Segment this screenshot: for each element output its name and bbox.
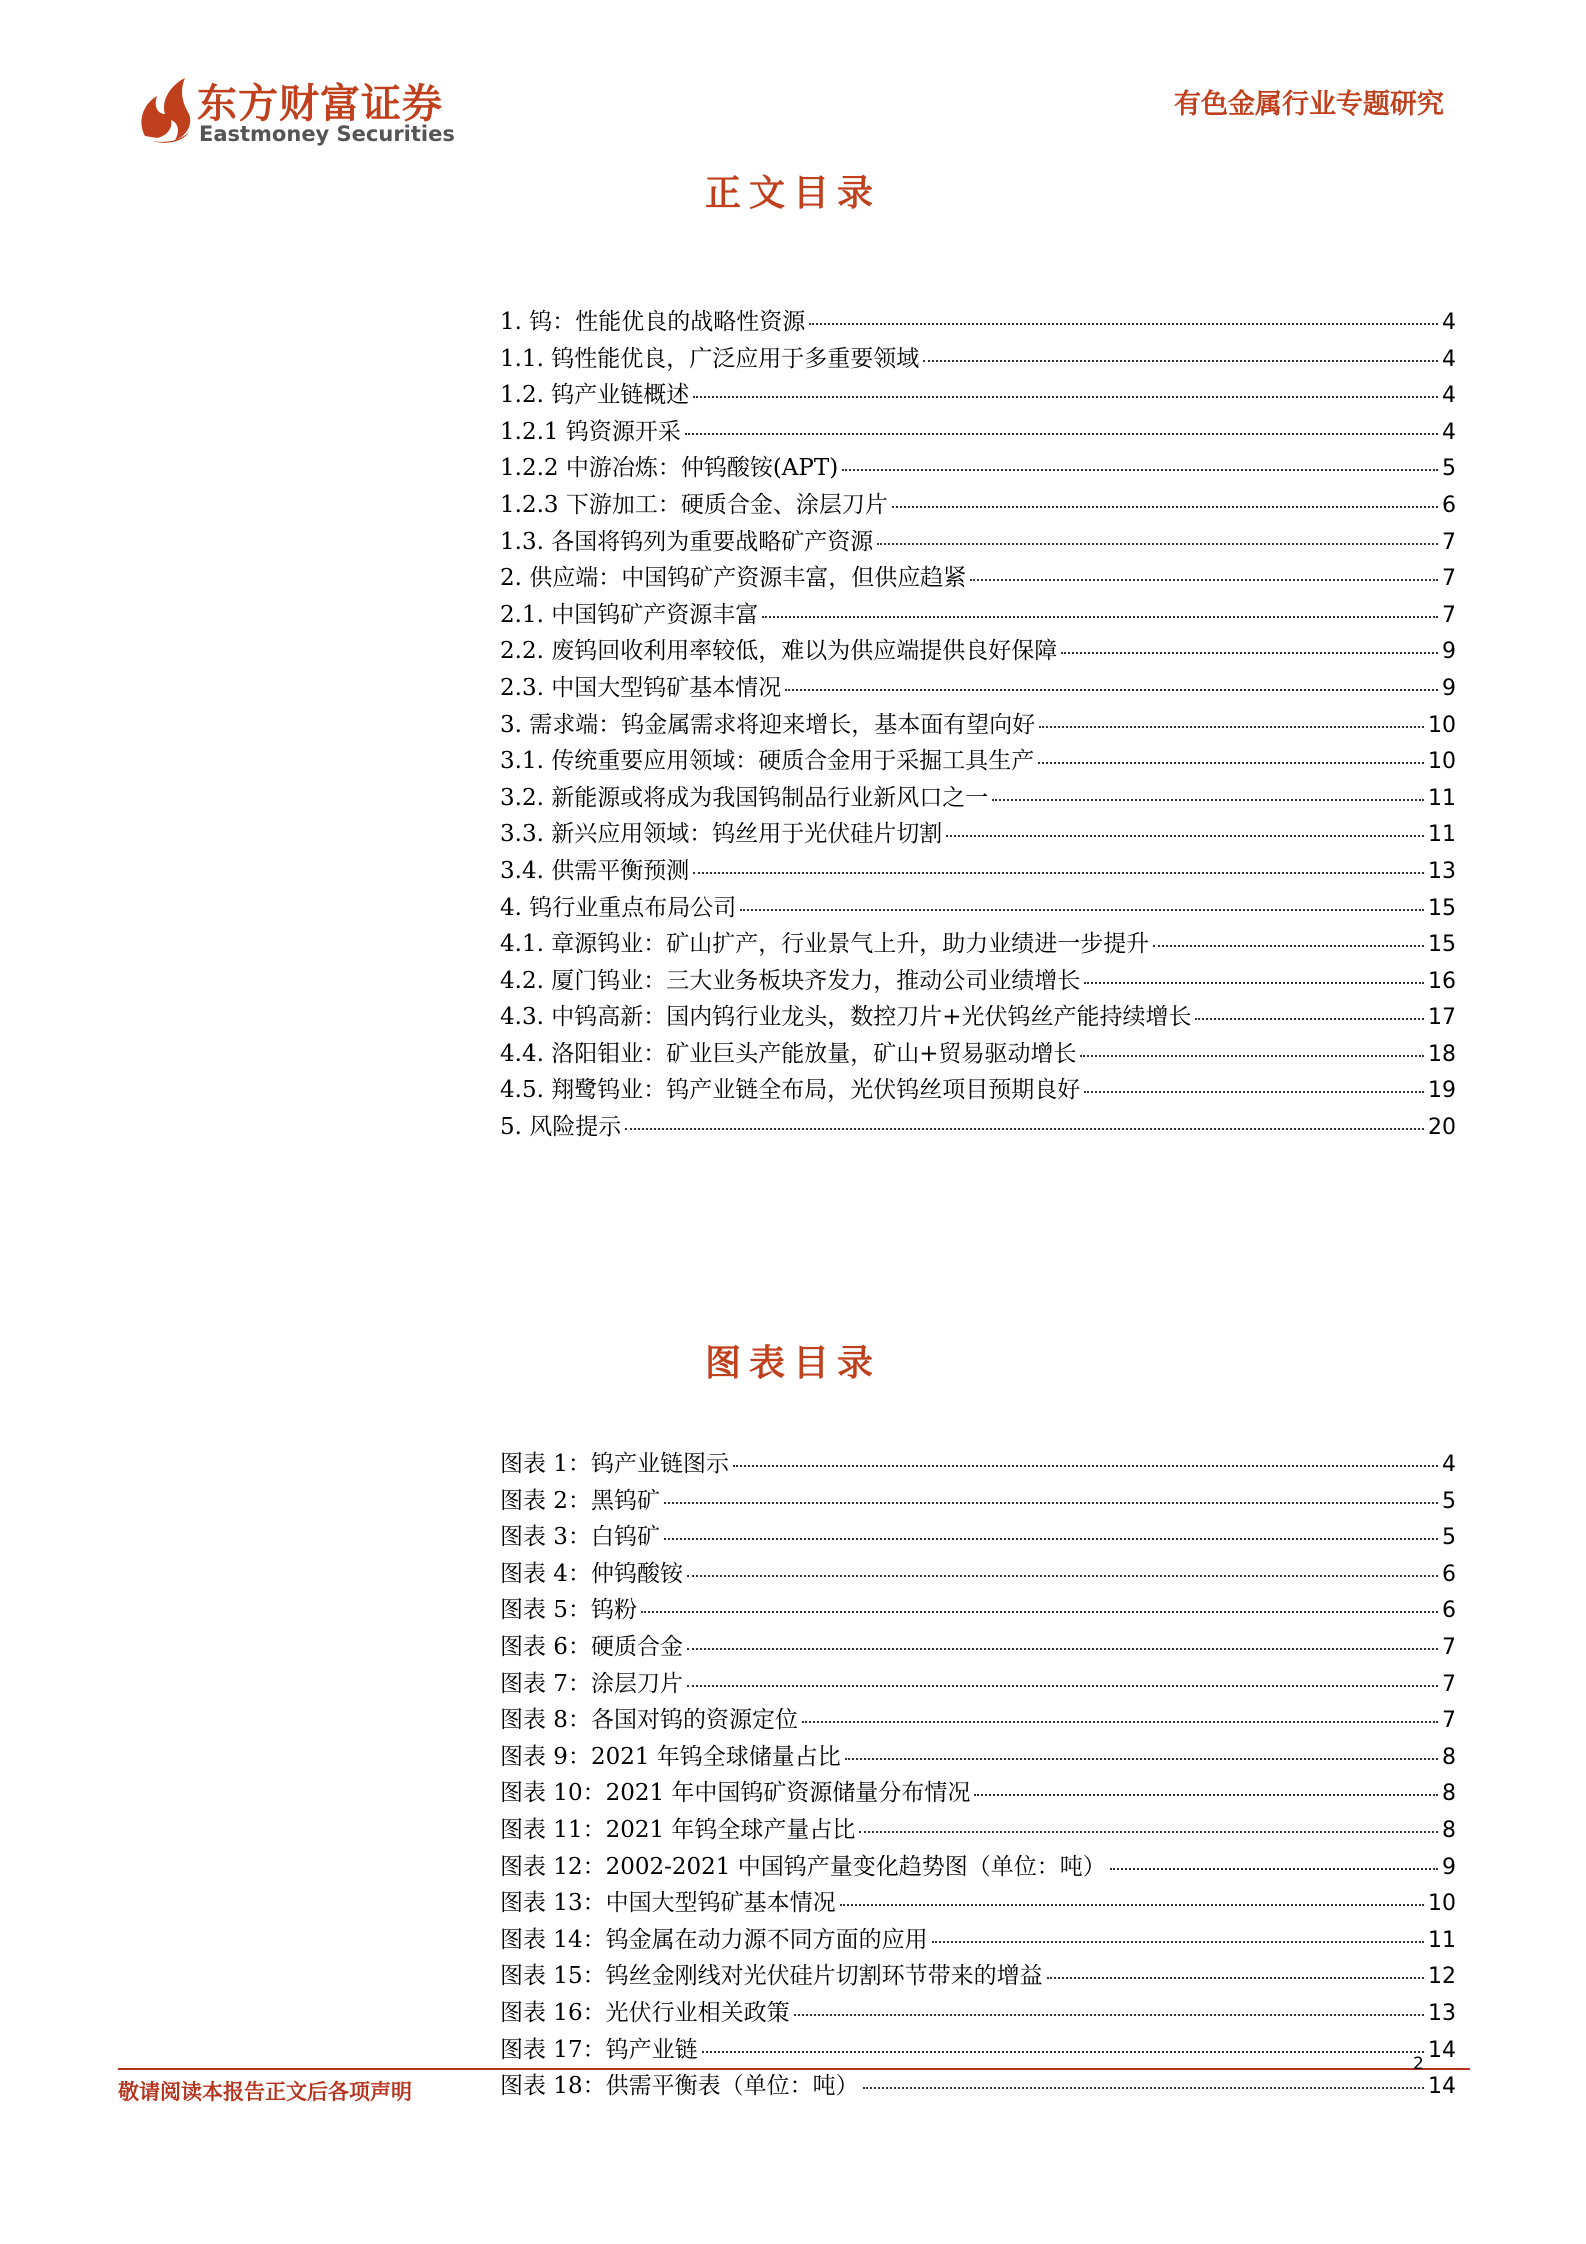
toc-entry-page: 14 [1428, 2037, 1456, 2063]
toc-entry-title: 4.4. 洛阳钼业：矿业巨头产能放量，矿山+贸易驱动增长 [500, 1040, 1077, 1067]
toc-entry-page: 7 [1442, 602, 1456, 628]
toc-entry-title: 图表 18：供需平衡表（单位：吨） [500, 2073, 859, 2100]
toc-entry[interactable] [500, 340, 1456, 377]
dot-leader [859, 1831, 1438, 1833]
toc-entry-title: 1. 钨：性能优良的战略性资源 [500, 309, 806, 335]
toc-entry[interactable] [500, 962, 1456, 999]
toc-entry-title: 5. 风险提示 [500, 1114, 622, 1141]
dot-leader [1195, 1018, 1424, 1020]
page-number: 2 [1413, 2054, 1424, 2074]
figure-toc-entry[interactable] [500, 1921, 1456, 1958]
dot-leader [762, 616, 1438, 618]
toc-entry-title: 4. 钨行业重点布局公司 [500, 894, 737, 921]
toc-entry-title: 1.2. 钨产业链概述 [500, 382, 690, 409]
toc-entry-title: 3.1. 传统重要应用领域：硬质合金用于采掘工具生产 [500, 748, 1035, 775]
logo-chinese-name: 东方财富证券 [197, 81, 443, 127]
main-toc-title: 正文目录 [704, 172, 881, 214]
figure-toc-list [500, 1445, 1456, 2104]
toc-entry-page: 6 [1442, 492, 1456, 518]
figure-toc-entry[interactable] [500, 1738, 1456, 1775]
toc-entry-title: 2.2. 废钨回收利用率较低，难以为供应端提供良好保障 [500, 638, 1058, 665]
toc-entry-title: 图表 1：钨产业链图示 [500, 1451, 729, 1477]
toc-entry-page: 4 [1442, 310, 1456, 335]
toc-entry[interactable] [500, 815, 1456, 852]
figure-toc-entry[interactable] [500, 2067, 1456, 2104]
toc-entry-title: 图表 14：钨金属在动力源不同方面的应用 [500, 1926, 928, 1953]
footer-divider [118, 2068, 1470, 2070]
figure-toc-entry[interactable] [500, 1848, 1456, 1885]
toc-entry-page: 7 [1442, 566, 1456, 592]
dot-leader [974, 1794, 1438, 1796]
toc-entry-page: 9 [1442, 1854, 1456, 1880]
toc-entry-title: 图表 5：钨粉 [500, 1597, 637, 1624]
toc-entry-page: 15 [1428, 895, 1456, 921]
dot-leader [809, 323, 1438, 325]
dot-leader [1110, 1868, 1438, 1870]
toc-entry-title: 图表 6：硬质合金 [500, 1633, 683, 1660]
toc-entry-title: 图表 9：2021 年钨全球储量占比 [500, 1743, 841, 1770]
toc-entry-page: 10 [1428, 749, 1456, 775]
toc-entry-page: 8 [1442, 1781, 1456, 1807]
toc-entry-page: 7 [1442, 529, 1456, 555]
toc-entry-page: 20 [1428, 1115, 1456, 1141]
toc-entry-title: 3.3. 新兴应用领域：钨丝用于光伏硅片切割 [500, 821, 943, 848]
figure-toc-entry[interactable] [500, 1701, 1456, 1738]
dot-leader [702, 2051, 1424, 2053]
figure-toc-entry[interactable] [500, 1518, 1456, 1555]
dot-leader [946, 835, 1424, 837]
toc-entry[interactable] [500, 486, 1456, 523]
toc-entry-page: 13 [1428, 2000, 1456, 2026]
toc-entry[interactable] [500, 559, 1456, 596]
toc-entry-page: 7 [1442, 1708, 1456, 1734]
toc-entry-title: 2. 供应端：中国钨矿产资源丰富，但供应趋紧 [500, 565, 967, 592]
toc-entry[interactable] [500, 742, 1456, 779]
toc-entry-page: 18 [1428, 1041, 1456, 1067]
dot-leader [641, 1611, 1438, 1613]
toc-entry[interactable] [500, 1035, 1456, 1072]
figure-toc-entry[interactable] [500, 1811, 1456, 1848]
logo-flame-icon [135, 74, 195, 144]
toc-entry-page: 4 [1442, 1452, 1456, 1477]
toc-entry-page: 6 [1442, 1561, 1456, 1587]
figure-toc-entry[interactable] [500, 1591, 1456, 1628]
toc-entry-title: 图表 2：黑钨矿 [500, 1487, 660, 1514]
toc-entry[interactable] [500, 852, 1456, 889]
figure-toc-entry[interactable] [500, 1628, 1456, 1665]
toc-entry-page: 17 [1428, 1005, 1456, 1031]
toc-entry-page: 9 [1442, 639, 1456, 665]
toc-entry-page: 19 [1428, 1078, 1456, 1104]
dot-leader [693, 396, 1438, 398]
toc-entry-title: 3.2. 新能源或将成为我国钨制品行业新风口之一 [500, 784, 989, 811]
dot-leader [842, 469, 1438, 471]
footer-disclaimer: 敬请阅读本报告正文后各项声明 [118, 2080, 412, 2104]
toc-entry-title: 4.3. 中钨高新：国内钨行业龙头，数控刀片+光伏钨丝产能持续增长 [500, 1004, 1192, 1031]
toc-entry[interactable] [500, 449, 1456, 486]
figure-toc-entry[interactable] [500, 1957, 1456, 1994]
toc-entry-title: 3. 需求端：钨金属需求将迎来增长，基本面有望向好 [500, 711, 1036, 738]
toc-entry-title: 图表 11：2021 年钨全球产量占比 [500, 1816, 856, 1843]
toc-entry-title: 4.1. 章源钨业：矿山扩产，行业景气上升，助力业绩进一步提升 [500, 931, 1150, 958]
toc-entry-title: 1.1. 钨性能优良，广泛应用于多重要领域 [500, 345, 920, 372]
dot-leader [687, 1648, 1438, 1650]
toc-entry-page: 5 [1442, 1488, 1456, 1514]
toc-entry-page: 12 [1428, 1964, 1456, 1990]
toc-entry-title: 4.2. 厦门钨业：三大业务板块齐发力，推动公司业绩增长 [500, 967, 1081, 994]
toc-entry-title: 1.2.2 中游冶炼：仲钨酸铵(APT) [500, 455, 839, 482]
figure-toc-entry[interactable] [500, 1884, 1456, 1921]
toc-entry[interactable] [500, 413, 1456, 450]
dot-leader [785, 689, 1438, 691]
toc-entry[interactable] [500, 998, 1456, 1035]
toc-entry-title: 图表 13：中国大型钨矿基本情况 [500, 1890, 836, 1917]
dot-leader [923, 360, 1438, 362]
toc-entry-title: 图表 17：钨产业链 [500, 2036, 698, 2063]
toc-entry-title: 图表 16：光伏行业相关政策 [500, 1999, 790, 2026]
dot-leader [932, 1941, 1424, 1943]
dot-leader [992, 799, 1424, 801]
toc-entry-page: 7 [1442, 1671, 1456, 1697]
figure-toc-entry[interactable] [500, 2031, 1456, 2068]
dot-leader [970, 579, 1438, 581]
dot-leader [794, 2014, 1424, 2016]
toc-entry-title: 图表 10：2021 年中国钨矿资源储量分布情况 [500, 1780, 971, 1807]
toc-entry-page: 7 [1442, 1634, 1456, 1660]
toc-entry-page: 10 [1428, 712, 1456, 738]
dot-leader [802, 1721, 1438, 1723]
dot-leader [1153, 945, 1424, 947]
toc-entry[interactable] [500, 706, 1456, 743]
toc-entry-title: 1.2.3 下游加工：硬质合金、涂层刀片 [500, 491, 888, 518]
toc-entry-page: 14 [1428, 2074, 1456, 2100]
toc-entry-page: 16 [1428, 968, 1456, 994]
figure-toc-entry[interactable] [500, 1774, 1456, 1811]
figure-toc-entry[interactable] [500, 1482, 1456, 1519]
dot-leader [693, 872, 1424, 874]
toc-entry-title: 1.2.1 钨资源开采 [500, 418, 681, 445]
toc-entry[interactable] [500, 632, 1456, 669]
figure-toc-entry[interactable] [500, 1555, 1456, 1592]
report-category: 有色金属行业专题研究 [1174, 89, 1444, 120]
dot-leader [1084, 1091, 1424, 1093]
dot-leader [1038, 762, 1424, 764]
toc-entry[interactable] [500, 596, 1456, 633]
toc-entry[interactable] [500, 1108, 1456, 1145]
toc-entry[interactable] [500, 303, 1456, 340]
figure-toc-entry[interactable] [500, 1445, 1456, 1482]
toc-entry-page: 8 [1442, 1817, 1456, 1843]
toc-entry-title: 4.5. 翔鹭钨业：钨产业链全布局，光伏钨丝项目预期良好 [500, 1077, 1081, 1104]
toc-entry-title: 图表 8：各国对钨的资源定位 [500, 1707, 798, 1734]
toc-entry-page: 8 [1442, 1744, 1456, 1770]
dot-leader [1061, 652, 1438, 654]
toc-entry-page: 4 [1442, 419, 1456, 445]
dot-leader [685, 433, 1438, 435]
toc-entry-title: 3.4. 供需平衡预测 [500, 857, 690, 884]
dot-leader [892, 506, 1438, 508]
toc-entry-page: 11 [1428, 822, 1456, 848]
toc-entry-page: 15 [1428, 932, 1456, 958]
toc-entry-title: 图表 7：涂层刀片 [500, 1670, 683, 1697]
toc-entry[interactable] [500, 669, 1456, 706]
dot-leader [687, 1575, 1438, 1577]
page-header [0, 0, 1586, 160]
toc-entry-page: 5 [1442, 456, 1456, 482]
dot-leader [740, 909, 1424, 911]
toc-entry-title: 2.3. 中国大型钨矿基本情况 [500, 674, 782, 701]
dot-leader [863, 2087, 1424, 2089]
dot-leader [664, 1502, 1438, 1504]
figure-toc-entry[interactable] [500, 1665, 1456, 1702]
dot-leader [1039, 726, 1424, 728]
dot-leader [1084, 982, 1424, 984]
toc-entry-page: 6 [1442, 1598, 1456, 1624]
dot-leader [840, 1904, 1424, 1906]
toc-entry[interactable] [500, 925, 1456, 962]
toc-entry-page: 10 [1428, 1891, 1456, 1917]
toc-entry-page: 11 [1428, 785, 1456, 811]
toc-entry-title: 图表 3：白钨矿 [500, 1524, 660, 1551]
toc-entry-title: 图表 4：仲钨酸铵 [500, 1560, 683, 1587]
toc-entry-page: 4 [1442, 383, 1456, 409]
dot-leader [625, 1128, 1424, 1130]
dot-leader [687, 1685, 1438, 1687]
toc-entry-title: 图表 15：钨丝金刚线对光伏硅片切割环节带来的增益 [500, 1963, 1043, 1990]
toc-entry-page: 5 [1442, 1525, 1456, 1551]
toc-entry[interactable] [500, 376, 1456, 413]
main-toc-list [500, 303, 1456, 1145]
toc-entry-page: 4 [1442, 346, 1456, 372]
toc-entry[interactable] [500, 889, 1456, 926]
company-logo [135, 72, 465, 154]
dot-leader [877, 543, 1438, 545]
dot-leader [733, 1465, 1438, 1467]
toc-entry-page: 11 [1428, 1927, 1456, 1953]
toc-entry-page: 13 [1428, 858, 1456, 884]
toc-entry-title: 2.1. 中国钨矿产资源丰富 [500, 601, 759, 628]
toc-entry-title: 1.3. 各国将钨列为重要战略矿产资源 [500, 528, 874, 555]
toc-entry[interactable] [500, 779, 1456, 816]
toc-entry[interactable] [500, 1071, 1456, 1108]
dot-leader [845, 1758, 1438, 1760]
toc-entry[interactable] [500, 523, 1456, 560]
dot-leader [1047, 1977, 1424, 1979]
toc-entry-page: 9 [1442, 675, 1456, 701]
dot-leader [664, 1538, 1438, 1540]
figure-toc-entry[interactable] [500, 1994, 1456, 2031]
toc-entry-title: 图表 12：2002-2021 中国钨产量变化趋势图（单位：吨） [500, 1853, 1106, 1880]
logo-english-name: Eastmoney Securities [199, 122, 455, 146]
dot-leader [1080, 1055, 1424, 1057]
figure-toc-title: 图表目录 [704, 1342, 881, 1384]
